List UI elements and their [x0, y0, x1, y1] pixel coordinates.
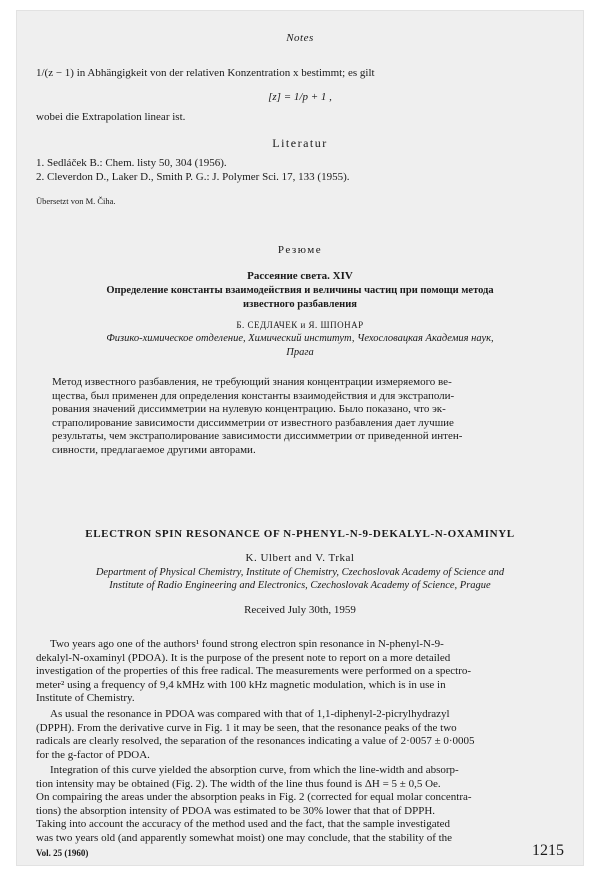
translator-note: Übersetzt von M. Čiha.	[36, 196, 116, 206]
article-affiliation-2: Institute of Radio Engineering and Electronics, Czechoslovak Academy of Science, Prague	[109, 580, 491, 591]
text-line: for the g-factor of PDOA.	[36, 748, 150, 761]
literatur-heading: Literatur	[272, 136, 328, 150]
intro-line: 1/(z − 1) in Abhängigkeit von der relativen Konzentration x bestimmt; es gilt	[36, 67, 375, 79]
russian-title-1: Рассеяние света. XIV	[247, 270, 353, 282]
russian-abstract	[52, 376, 538, 457]
article-paragraph-1	[36, 638, 564, 706]
page-number: 1215	[532, 842, 564, 859]
text-line: radicals are clearly resolved, the separation of the resonances indicating a value of 2·0057 ± 0·0005	[36, 735, 475, 747]
text-line: Integration of this curve yielded the absorption curve, from which the line-width and absorp-	[50, 764, 459, 776]
text-line: Two years ago one of the authors¹ found strong electron spin resonance in N-phenyl-N-9-	[50, 638, 444, 650]
russian-affiliation-1: Физико-химическое отделение, Химический институт, Чехословацкая Академия наук,	[106, 333, 494, 344]
russian-abstract-line: щества, был применен для определения константы взаимодействия и для экстраполи-	[52, 389, 455, 402]
russian-abstract-line: сивности, предлагаемое другими авторами.	[52, 443, 256, 456]
text-line: (DPPH). From the derivative curve in Fig. 1 it may be seen, that the resonance peaks of the two	[36, 721, 457, 734]
article-authors: K. Ulbert and V. Trkal	[245, 552, 355, 564]
text-line: meter² using a frequency of 9,4 kMHz with 100 kHz magnetic modulation, which is in use in	[36, 678, 446, 691]
text-line: Taking into account the accuracy of the method used and the fact, that the sample investigated	[36, 818, 451, 830]
equation: [z] = 1/p + 1 ,	[268, 91, 332, 103]
article-paragraph-2	[36, 708, 564, 762]
text-line: was two years old (and apparently somewhat moist) one may conclude, that the stability of the	[36, 831, 453, 844]
text-line: On compairing the areas under the absorption peaks in Fig. 2 (corrected for equal molar concentra-	[36, 791, 472, 803]
russian-abstract-line: результаты, чем экстраполирование зависимости диссимметрии от приведенной интен-	[52, 430, 463, 442]
russian-title-2: Определение константы взаимодействия и величины частиц при помощи метода	[106, 285, 494, 296]
reference-2: 2. Cleverdon D., Laker D., Smith P. G.: J. Polymer Sci. 17, 133 (1955).	[36, 171, 350, 183]
russian-abstract-line: Метод известного разбавления, не требующий знания концентрации измеряемого ве-	[52, 376, 452, 388]
reference-1: 1. Sedláček B.: Chem. listy 50, 304 (1956).	[36, 157, 227, 169]
text-line: investigation of the properties of this free radical. The measurements were performed on a spectro-	[36, 665, 472, 677]
text-line: tion intensity may be obtained (Fig. 2). The width of the line thus found is ΔH = 5 ± 0,5 Oe.	[36, 777, 441, 790]
article-paragraph-3	[36, 764, 564, 845]
text-line: tions) the absorption intensity of PDOA was estimated to be 30% lower that that of DPPH.	[36, 804, 436, 817]
running-header: Notes	[286, 32, 314, 44]
journal-page	[16, 10, 584, 866]
russian-authors: Б. СЕДЛАЧЕК и Я. ШПОНАР	[236, 320, 364, 330]
article-title: ELECTRON SPIN RESONANCE OF N-PHENYL-N-9-DEKALYL-N-OXAMINYL	[85, 528, 515, 540]
russian-abstract-line: страполирование зависимости диссимметрии от известного разбавления дает лучшие	[52, 416, 454, 429]
article-affiliation-1: Department of Physical Chemistry, Institute of Chemistry, Czechoslovak Academy of Science and	[95, 567, 505, 578]
russian-affiliation-2: Прага	[286, 347, 314, 358]
text-line: As usual the resonance in PDOA was compared with that of 1,1-diphenyl-2-picrylhydrazyl	[50, 708, 450, 720]
text-line: Institute of Chemistry.	[36, 692, 135, 704]
text-line: dekalyl-N-oxaminyl (PDOA). It is the purpose of the present note to report on a more detailed	[36, 651, 451, 664]
volume-label: Vol. 25 (1960)	[36, 848, 89, 858]
extrapolation-line: wobei die Extrapolation linear ist.	[36, 111, 186, 123]
russian-abstract-line: рования значений диссимметрии на нулевую концентрацию. Было показано, что эк-	[52, 403, 446, 415]
received-date: Received July 30th, 1959	[244, 604, 356, 616]
russian-title-3: известного разбавления	[243, 299, 357, 310]
russian-heading: Резюме	[277, 244, 323, 256]
